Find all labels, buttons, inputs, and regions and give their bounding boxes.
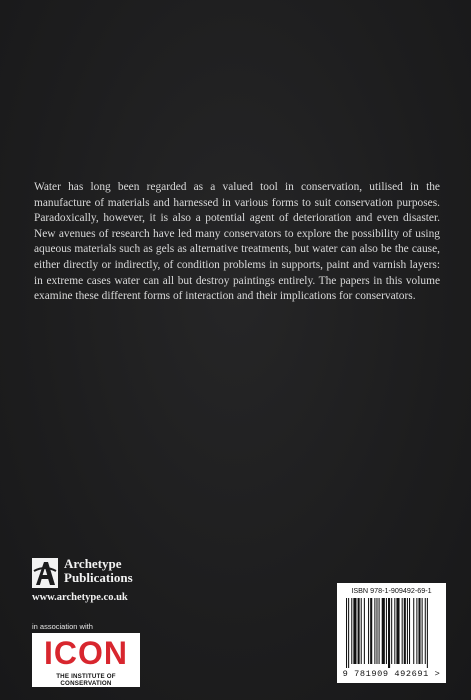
- barcode-bar: [368, 598, 369, 664]
- barcode-bar: [391, 598, 392, 664]
- barcode-bar: [361, 598, 362, 664]
- icon-institute-logo: [32, 633, 140, 687]
- barcode-bar: [386, 598, 387, 664]
- barcode-bar: [388, 598, 390, 668]
- barcode-bar: [416, 598, 417, 664]
- barcode-bar: [382, 598, 385, 664]
- barcode-bar: [370, 598, 372, 664]
- publisher-name: [64, 557, 133, 585]
- back-cover-blurb: Water has long been regarded as a valued tool in conservation, utilised in the manufacture of materials and harnessed in various forms to suit conservation purposes. Paradoxically, however, it is also a potential agent of deterioration and even disaster. New avenues of research have led many conservators to explore the possibility of using aqueous materials such as gels as alternative treatments, but water can also be the cause, either directly or indirectly, of condition problems in supports, paint and varnish layers: in extreme cases water can all but destroy paintings entirely. The papers in this volume examine these different forms of interaction and their implications for conservators.: [34, 181, 440, 303]
- publisher-block: [32, 555, 182, 605]
- barcode-bar: [351, 598, 352, 664]
- barcode-bar: [374, 598, 375, 664]
- barcode-bar: [353, 598, 356, 664]
- barcode-bar: [376, 598, 377, 664]
- barcode-bar: [418, 598, 420, 664]
- publisher-name-line2: Publications: [64, 570, 133, 585]
- barcode-bar: [407, 598, 408, 664]
- barcode-bar: [379, 598, 380, 664]
- barcode-bar: [396, 598, 399, 664]
- barcode-bar: [348, 598, 349, 668]
- barcode-bar: [425, 598, 426, 664]
- archetype-a-logo-icon: [32, 558, 58, 588]
- icon-logo-subtitle: THE INSTITUTE OF CONSERVATION: [56, 673, 116, 687]
- barcode-bar: [409, 598, 410, 664]
- isbn-barcode: [337, 583, 446, 683]
- association-label: in association with: [32, 622, 93, 631]
- isbn-label: ISBN 978-1-909492-69-1: [351, 586, 432, 595]
- barcode-bars: [344, 598, 439, 668]
- barcode-bar: [413, 598, 414, 664]
- barcode-bar: [394, 598, 395, 664]
- barcode-bar: [404, 598, 406, 664]
- barcode-bar: [364, 598, 365, 664]
- isbn-digits: 9 781909 492691 >: [342, 669, 441, 679]
- publisher-website: www.archetype.co.uk: [32, 592, 128, 603]
- barcode-bar: [358, 598, 360, 664]
- icon-logo-word: ICON: [44, 635, 128, 671]
- publisher-name-line1: Archetype: [64, 556, 122, 571]
- barcode-bar: [427, 598, 428, 668]
- barcode-bar: [402, 598, 403, 664]
- barcode-bar: [422, 598, 423, 664]
- barcode-bar: [346, 598, 347, 668]
